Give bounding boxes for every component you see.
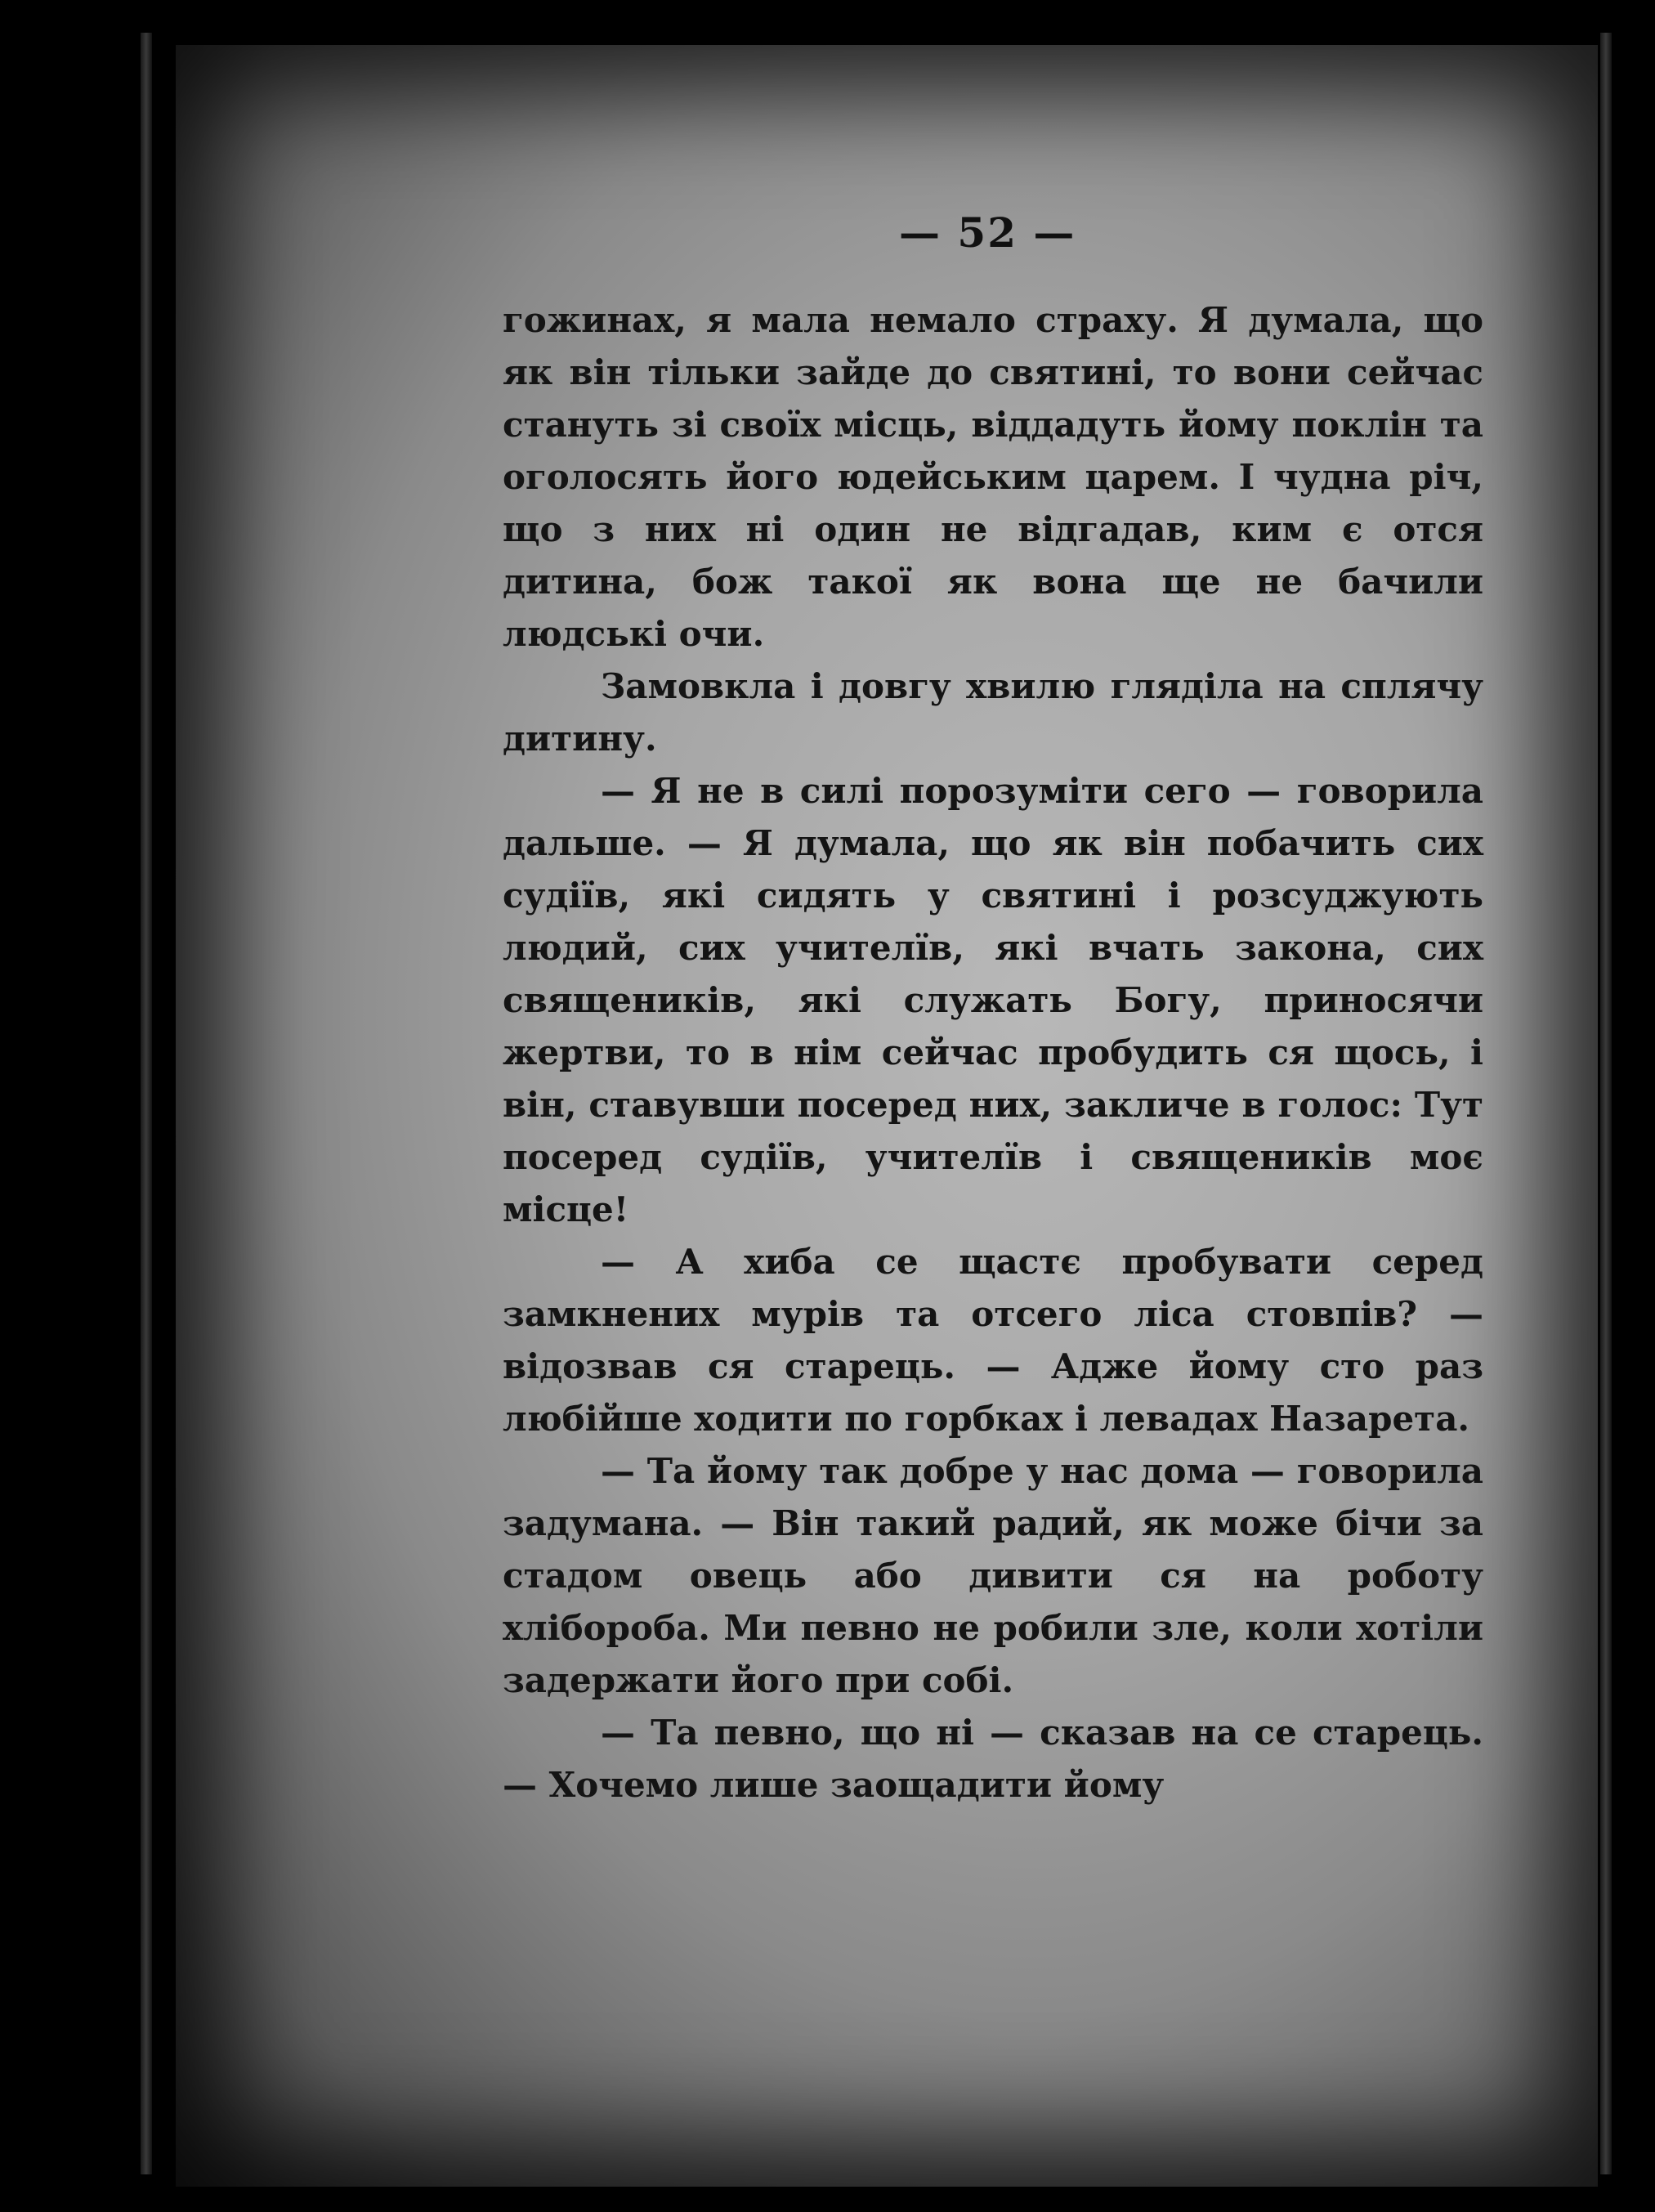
page-left-edge	[141, 33, 152, 2174]
page-text	[503, 294, 1483, 1811]
page-number: — 52 —	[899, 208, 1076, 257]
paragraph: — Та певно, що ні — сказав на се старець. — Хочемо лише заощадити йому	[503, 1713, 1483, 1805]
page-right-edge	[1600, 33, 1612, 2174]
paragraph: гожинах, я мала немало страху. Я думала, що як він тільки зайде до святині, то вони сейчас стануть зі своїх місць, віддадуть йому поклін та оголосять його юдейським царем. І чудна річ, що з них ні один не відгадав, ким є отся дитина, бож такої як вона ще не бачили людські очи.	[503, 300, 1483, 654]
paragraph: Замовкла і довгу хвилю гляділа на сплячу дитину.	[503, 666, 1483, 759]
paragraph: — Та йому так добре у нас дома — говорила задумана. — Він такий радий, як може бічи за стадом овець або дивити ся на роботу хлібороба. Ми певно не робили зле, коли хотіли задержати його при собі.	[503, 1451, 1483, 1700]
paragraph: — А хиба се щастє пробувати серед замкнених мурів та отсего ліса стовпів? — відозвав ся старець. — Адже йому сто раз любійше ходити по горбках і левадах Назарета.	[503, 1242, 1483, 1439]
paragraph: — Я не в силі порозуміти сего — говорила дальше. — Я думала, що як він побачить сих судіїв, які сидять у святині і розсуджують людий, сих учителїв, які вчать закона, сих священиків, які служать Богу, приносячи жертви, то в нім сейчас пробудить ся щось, і він, ставувши посеред них, закличе в голос: Тут посеред судіїв, учителїв і священиків моє місце!	[503, 771, 1483, 1229]
